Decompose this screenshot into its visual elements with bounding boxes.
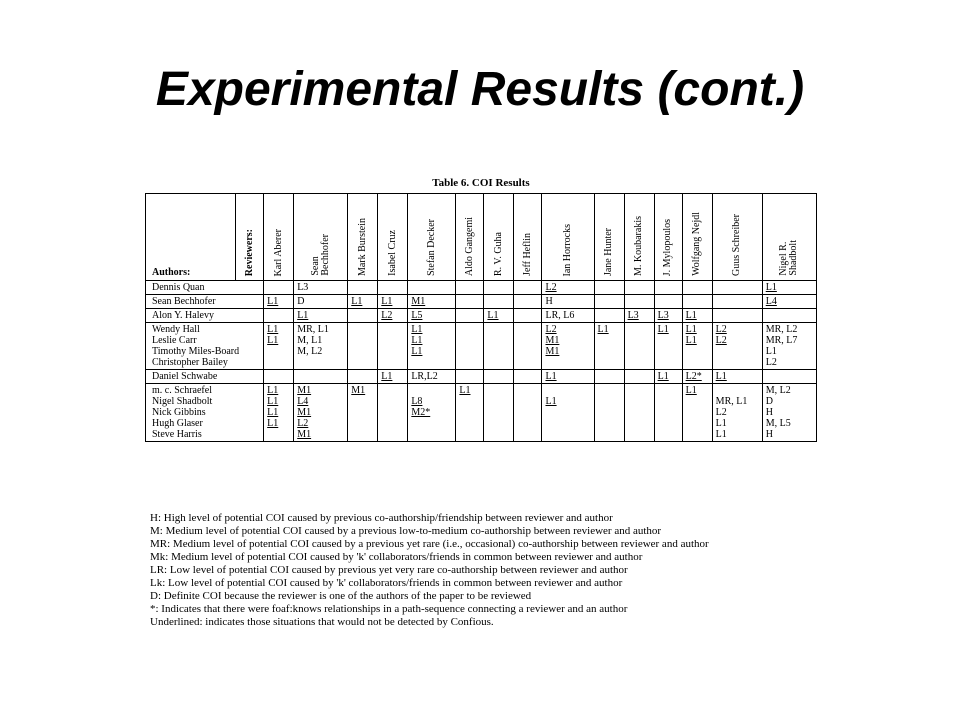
coi-cell: [264, 281, 294, 295]
author-names: Daniel Schwabe: [146, 370, 264, 384]
coi-cell: [378, 384, 408, 442]
coi-cell: [654, 281, 682, 295]
coi-cell: [682, 309, 712, 323]
reviewer-header: [542, 194, 594, 281]
reviewer-name: Jeff Heflin: [521, 233, 533, 276]
reviewer-name: Ian Horrocks: [562, 223, 574, 276]
coi-value: L1: [487, 310, 499, 321]
author-names: Sean Bechhofer: [146, 295, 264, 309]
coi-cell: [712, 384, 762, 442]
reviewer-header: [408, 194, 456, 281]
reviewer-name: Mark Burstein: [356, 217, 368, 276]
coi-cell: [594, 370, 624, 384]
coi-cell: [514, 281, 542, 295]
coi-cell: [348, 370, 378, 384]
coi-value: L1: [297, 310, 309, 321]
reviewer-name: J. Mylopoulos: [662, 218, 674, 276]
coi-cell: [594, 384, 624, 442]
coi-cell: [654, 295, 682, 309]
coi-cell: [514, 295, 542, 309]
coi-cell: [624, 281, 654, 295]
legend-line: MR: Medium level of potential COI caused by a previous yet rare (i.e., occasional) co-authorship between reviewer and author: [150, 538, 709, 550]
reviewer-header: [348, 194, 378, 281]
reviewer-header: [294, 194, 348, 281]
reviewer-name: Karl Aberer: [272, 228, 284, 276]
coi-value: L3: [657, 310, 669, 321]
coi-cell: [594, 281, 624, 295]
coi-cell: [514, 370, 542, 384]
coi-cell: [348, 309, 378, 323]
coi-cell: [762, 295, 816, 309]
coi-cell: [712, 281, 762, 295]
coi-value: LR, L6: [545, 310, 575, 321]
coi-value: L1 L1 L1 L1: [267, 385, 279, 429]
coi-cell: [654, 323, 682, 370]
coi-value: M1: [411, 296, 426, 307]
coi-cell: [348, 323, 378, 370]
coi-value: L2 M1 M1: [545, 324, 560, 357]
header-row: [146, 194, 817, 281]
coi-value: L1: [685, 385, 697, 396]
coi-cell: [456, 281, 484, 295]
coi-cell: [408, 281, 456, 295]
coi-value: L1: [597, 324, 609, 335]
coi-cell: [456, 323, 484, 370]
coi-cell: [456, 370, 484, 384]
coi-value: L2*: [685, 371, 702, 382]
coi-cell: [682, 295, 712, 309]
coi-cell: [712, 309, 762, 323]
coi-value: L1: [545, 371, 557, 382]
coi-cell: [484, 323, 514, 370]
coi-cell: [514, 384, 542, 442]
coi-cell: [712, 370, 762, 384]
reviewer-header: [762, 194, 816, 281]
coi-value: L1: [267, 296, 279, 307]
coi-value: M1: [351, 385, 366, 396]
table-row: [146, 309, 817, 323]
coi-cell: [542, 323, 594, 370]
reviewer-name: Sean Bechhofer: [309, 234, 331, 276]
coi-cell: [654, 384, 682, 442]
coi-cell: [294, 281, 348, 295]
coi-cell: [484, 281, 514, 295]
coi-cell: [484, 384, 514, 442]
coi-cell: [348, 295, 378, 309]
legend-line: Lk: Low level of potential COI caused by 'k' collaborators/friends in common between reviewer and author: [150, 577, 623, 589]
table-row: [146, 370, 817, 384]
reviewer-name: Aldo Gangemi: [463, 216, 475, 276]
coi-value: L5: [411, 310, 423, 321]
legend-line: *: Indicates that there were foaf:knows relationships in a path-sequence connecting a reviewer and an author: [150, 603, 628, 615]
coi-cell: [378, 281, 408, 295]
reviewer-header: [712, 194, 762, 281]
coi-value: L2 L2: [715, 324, 727, 346]
coi-value: L1: [351, 296, 363, 307]
slide-title: Experimental Results (cont.): [155, 63, 805, 116]
coi-cell: [594, 309, 624, 323]
coi-value: L1 L1: [685, 324, 697, 346]
coi-value: L1: [381, 371, 393, 382]
reviewer-header: [624, 194, 654, 281]
coi-cell: [712, 323, 762, 370]
coi-cell: [348, 384, 378, 442]
coi-cell: [456, 309, 484, 323]
legend-line: H: High level of potential COI caused by previous co-authorship/friendship between reviewer and author: [150, 512, 613, 524]
coi-cell: [762, 281, 816, 295]
reviewer-name: Isabel Cruz: [386, 230, 398, 276]
coi-cell: [762, 309, 816, 323]
coi-cell: [294, 295, 348, 309]
author-names: Dennis Quan: [146, 281, 264, 295]
coi-value: L2: [545, 282, 557, 293]
coi-cell: [378, 323, 408, 370]
coi-cell: [378, 370, 408, 384]
coi-cell: [682, 281, 712, 295]
coi-value: L1: [381, 296, 393, 307]
coi-value: L1: [685, 310, 697, 321]
table-row: [146, 384, 817, 442]
legend: [150, 512, 810, 629]
coi-value: MR, L1 L2 L1 L1: [715, 396, 748, 440]
reviewer-name: Stefan Decker: [425, 219, 437, 276]
coi-cell: [762, 384, 816, 442]
reviewer-name: Wolfgang Nejdl: [691, 212, 703, 276]
table-row: [146, 281, 817, 295]
table-row: [146, 295, 817, 309]
coi-cell: [762, 323, 816, 370]
legend-line: LR: Low level of potential COI caused by previous yet very rare co-authorship between reviewer and author: [150, 564, 628, 576]
coi-cell: [294, 370, 348, 384]
coi-value: L4: [765, 296, 777, 307]
coi-cell: [624, 295, 654, 309]
coi-cell: [624, 370, 654, 384]
legend-line: D: Definite COI because the reviewer is one of the authors of the paper to be reviewed: [150, 590, 532, 602]
coi-cell: [484, 370, 514, 384]
coi-cell: [654, 309, 682, 323]
reviewer-header: [594, 194, 624, 281]
coi-cell: [514, 309, 542, 323]
coi-cell: [294, 323, 348, 370]
legend-line: M: Medium level of potential COI caused by a previous low-to-medium co-authorship between reviewer and author: [150, 525, 662, 537]
reviewer-header: [682, 194, 712, 281]
coi-cell: [484, 309, 514, 323]
coi-value: L1: [657, 371, 669, 382]
coi-cell: [594, 295, 624, 309]
coi-value: L1 L1 L1: [411, 324, 423, 357]
reviewer-header: [514, 194, 542, 281]
coi-value: L1: [459, 385, 471, 396]
coi-cell: [624, 384, 654, 442]
coi-results-table: [145, 193, 817, 442]
coi-cell: [348, 281, 378, 295]
legend-line: Mk: Medium level of potential COI caused by 'k' collaborators/friends in common between reviewer and author: [150, 551, 643, 563]
coi-cell: [378, 295, 408, 309]
reviewer-header: [484, 194, 514, 281]
coi-value: MR, L1 M, L1 M, L2: [297, 324, 329, 357]
reviewers-label: Reviewers:: [243, 228, 255, 276]
coi-cell: [484, 295, 514, 309]
author-names: Alon Y. Halevy: [146, 309, 264, 323]
coi-cell: [682, 323, 712, 370]
coi-cell: [542, 370, 594, 384]
reviewer-header: [654, 194, 682, 281]
table-caption: Table 6. COI Results: [432, 177, 530, 189]
coi-cell: [264, 370, 294, 384]
coi-cell: [378, 309, 408, 323]
coi-cell: [408, 295, 456, 309]
coi-cell: [594, 323, 624, 370]
coi-cell: [408, 309, 456, 323]
author-names: m. c. Schraefel Nigel Shadbolt Nick Gibbins Hugh Glaser Steve Harris: [146, 384, 264, 442]
reviewer-header: [456, 194, 484, 281]
reviewer-header: [264, 194, 294, 281]
coi-cell: [654, 370, 682, 384]
coi-value: L1: [657, 324, 669, 335]
reviewer-name: Jane Hunter: [603, 227, 615, 276]
coi-cell: [712, 295, 762, 309]
coi-cell: [294, 309, 348, 323]
coi-cell: [542, 281, 594, 295]
coi-value: MR, L2 MR, L7 L1 L2: [765, 324, 798, 368]
coi-cell: [682, 370, 712, 384]
coi-value: M1 L4 M1 L2 M1: [297, 385, 312, 440]
author-names: Wendy Hall Leslie Carr Timothy Miles-Board Christopher Bailey: [146, 323, 264, 370]
reviewer-name: M. Koubarakis: [633, 216, 645, 276]
coi-cell: [264, 384, 294, 442]
coi-cell: [682, 384, 712, 442]
coi-cell: [624, 323, 654, 370]
coi-value: H: [545, 296, 553, 307]
coi-cell: [624, 309, 654, 323]
coi-cell: [456, 384, 484, 442]
authors-header: Authors:: [146, 194, 236, 281]
coi-value: L1: [765, 282, 777, 293]
coi-cell: [456, 295, 484, 309]
coi-cell: [542, 384, 594, 442]
coi-value: L3: [627, 310, 639, 321]
coi-cell: [762, 370, 816, 384]
coi-cell: [264, 295, 294, 309]
coi-value: L1: [715, 371, 727, 382]
coi-cell: [514, 323, 542, 370]
coi-value: L8 M2*: [411, 396, 431, 418]
coi-cell: [408, 370, 456, 384]
reviewer-name: Nigel R. Shadbolt: [778, 240, 800, 276]
coi-value: L1 L1: [267, 324, 279, 346]
coi-cell: [264, 323, 294, 370]
coi-cell: [542, 295, 594, 309]
coi-value: D: [297, 296, 305, 307]
coi-cell: [264, 309, 294, 323]
reviewer-header: [378, 194, 408, 281]
reviewer-name: R. V. Guha: [492, 231, 504, 276]
coi-value: L2: [381, 310, 393, 321]
coi-cell: [294, 384, 348, 442]
reviewers-header: [236, 194, 264, 281]
table-body: [146, 281, 817, 442]
coi-value: LR,L2: [411, 371, 438, 382]
coi-value: M, L2 D H M, L5 H: [765, 385, 791, 440]
coi-cell: [408, 323, 456, 370]
coi-cell: [542, 309, 594, 323]
reviewer-name: Guus Schreiber: [731, 214, 743, 276]
coi-value: L3: [297, 282, 309, 293]
coi-value: L1: [545, 396, 557, 407]
table-row: [146, 323, 817, 370]
legend-line: Underlined: indicates those situations that would not be detected by Confious.: [150, 616, 494, 628]
coi-cell: [408, 384, 456, 442]
